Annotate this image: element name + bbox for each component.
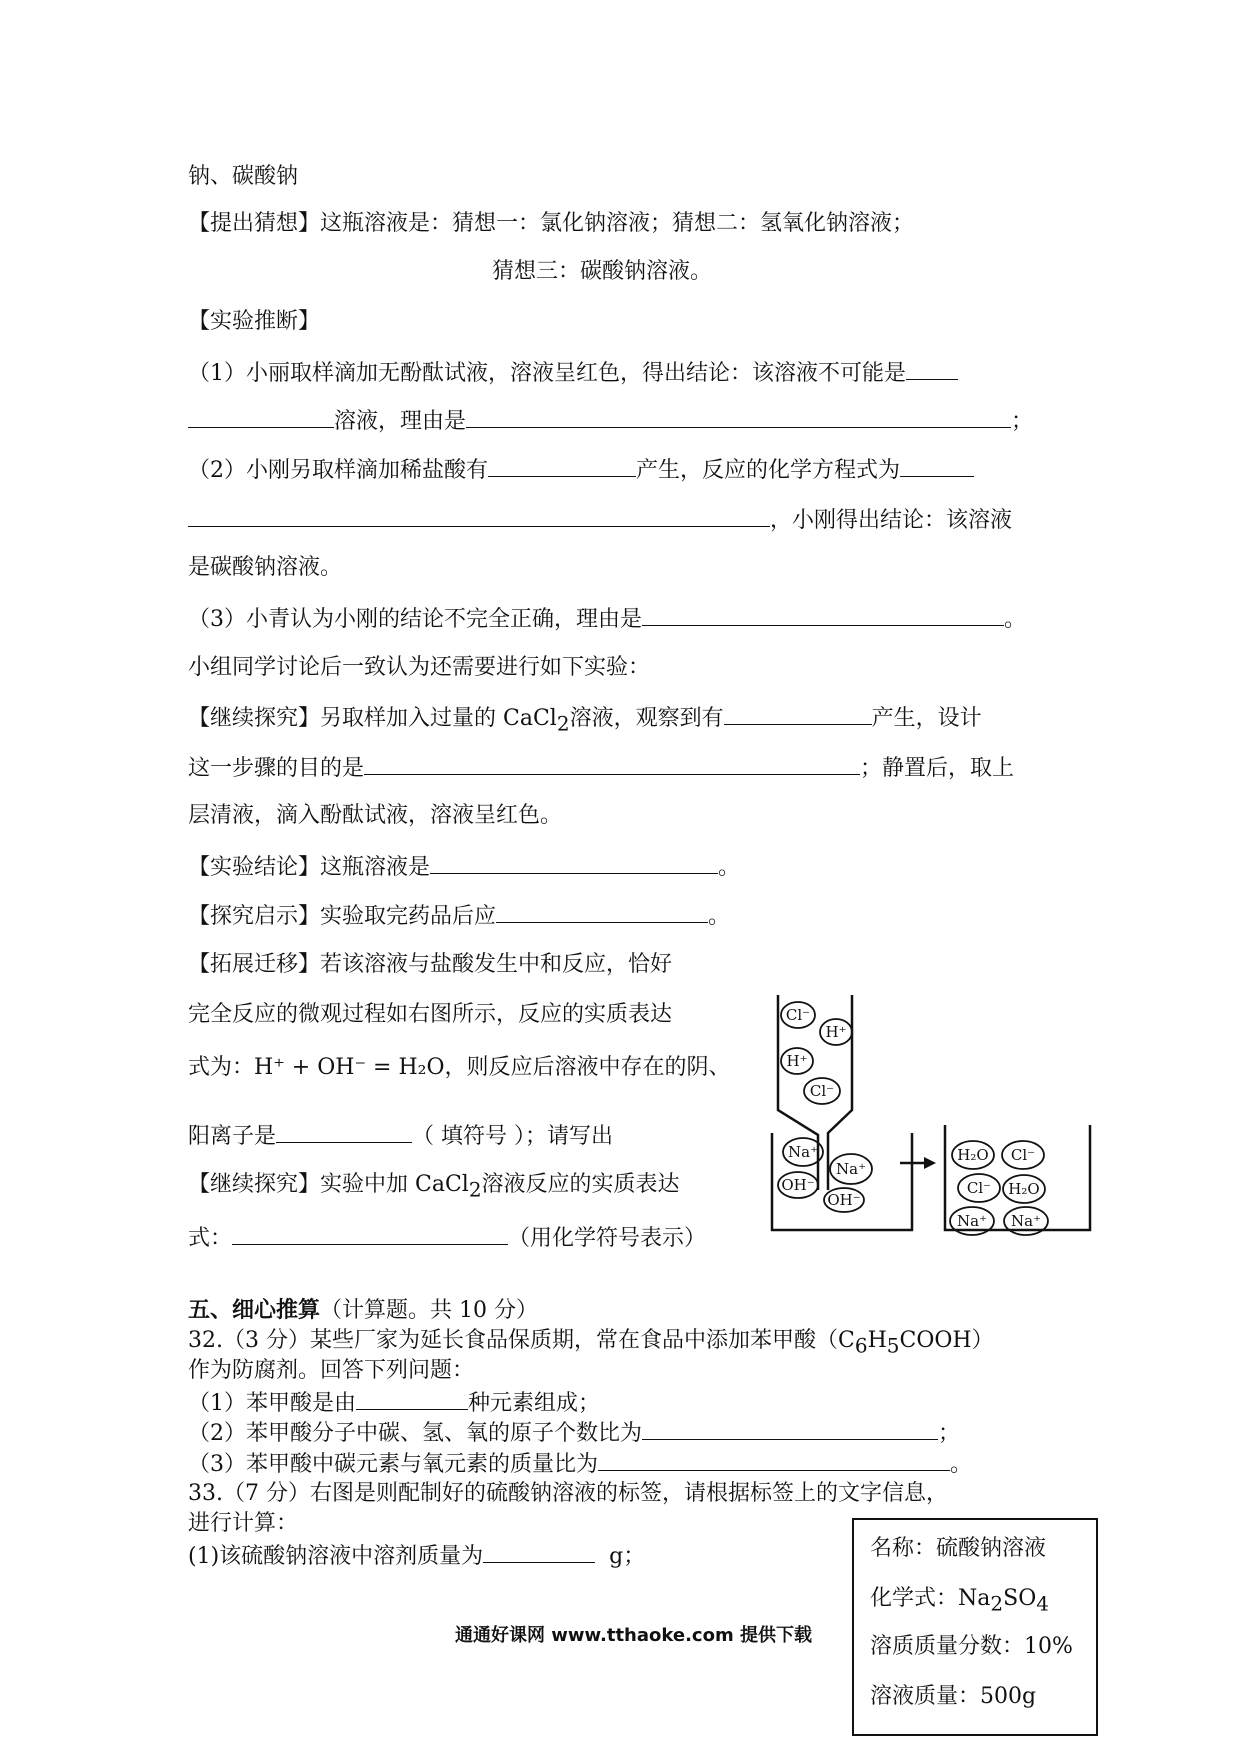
ions-line — [188, 1120, 613, 1152]
equation-suffix: ，则反应后溶液中存在的阴、 — [444, 1055, 731, 1080]
question-2-line-2 — [188, 504, 1012, 536]
continue-explore-2-line-2 — [188, 1222, 706, 1254]
arrow-head — [924, 1157, 936, 1169]
answer-blank[interactable] — [724, 702, 872, 725]
answer-blank[interactable] — [466, 405, 1011, 428]
continue-explore-2-text: 【继续探究】实验中加 CaCl — [188, 1172, 469, 1197]
question-3-text: （3）小青认为小刚的结论不完全正确，理由是 — [188, 607, 642, 632]
question-2-line — [188, 454, 974, 486]
ionic-equation: H⁺ + OH⁻ = H₂O — [254, 1055, 445, 1080]
ion-label: OH⁻ — [781, 1176, 815, 1194]
question-32-1-text-b: 种元素组成； — [468, 1391, 601, 1416]
ion-label: OH⁻ — [827, 1191, 861, 1209]
equation-line — [188, 1053, 731, 1083]
extension-line: 【拓展迁移】若该溶液与盐酸发生中和反应，恰好 — [188, 952, 673, 977]
question-33-line-2: 进行计算： — [188, 1511, 299, 1536]
ion-label: Cl⁻ — [809, 1082, 835, 1100]
question-33-line: 33.（7 分）右图是则配制好的硫酸钠溶液的标签，请根据标签上的文字信息， — [188, 1481, 948, 1506]
section-5-title: 五、细心推算 — [188, 1298, 321, 1323]
formula-part: Na — [958, 1586, 991, 1611]
question-32-2 — [188, 1417, 960, 1449]
question-2-text-b: 产生，反应的化学方程式为 — [636, 458, 901, 483]
subscript: 4 — [1036, 1591, 1049, 1616]
ion-label: H⁺ — [786, 1052, 808, 1070]
inspiration-text: 【探究启示】实验取完药品后应 — [188, 904, 497, 929]
question-1-reason-text: 溶液，理由是 — [334, 409, 467, 434]
question-33-1-text: (1)该硫酸钠溶液中溶剂质量为 — [188, 1544, 484, 1569]
subscript: 5 — [886, 1333, 900, 1358]
question-32-line-2: 作为防腐剂。回答下列问题： — [188, 1358, 475, 1383]
punctuation: 。 — [1004, 607, 1027, 632]
question-32-1-text: （1）苯甲酸是由 — [188, 1391, 356, 1416]
conclusion-text: 【实验结论】这瓶溶液是 — [188, 855, 431, 880]
question-33-1 — [188, 1540, 645, 1572]
answer-blank[interactable] — [356, 1387, 468, 1410]
ion-label: Cl⁻ — [785, 1006, 811, 1024]
continue-explore-text-c: 产生，设计 — [871, 706, 982, 731]
hypothesis-three: 猜想三：碳酸钠溶液。 — [492, 259, 713, 284]
section-5-heading — [188, 1296, 538, 1326]
answer-blank[interactable] — [276, 1120, 412, 1143]
answer-blank[interactable] — [496, 900, 708, 923]
subscript: 2 — [990, 1591, 1004, 1616]
section-5-note: （计算题。共 10 分） — [320, 1298, 538, 1323]
continue-explore-text: 【继续探究】另取样加入过量的 CaCl — [188, 706, 557, 731]
text-line: 层清液，滴入酚酞试液，溶液呈红色。 — [188, 803, 563, 828]
question-32-3-text: （3）苯甲酸中碳元素与氧元素的质量比为 — [188, 1452, 598, 1477]
question-1-line-2 — [188, 405, 1033, 437]
label-formula — [870, 1584, 1049, 1618]
formula-part: H — [867, 1328, 887, 1353]
text-line: 钠、碳酸钠 — [188, 164, 299, 189]
punctuation: 。 — [708, 904, 731, 929]
answer-blank[interactable] — [364, 752, 860, 775]
punctuation: ； — [938, 1421, 961, 1446]
continue-explore-2-text-b: 溶液反应的实质表达 — [481, 1172, 680, 1197]
text-line: 小组同学讨论后一致认为还需要进行如下实验： — [188, 655, 651, 680]
question-1-text: （1）小丽取样滴加无酚酞试液，溶液呈红色，得出结论：该溶液不可能是 — [188, 361, 906, 386]
answer-blank[interactable] — [642, 1417, 938, 1440]
answer-blank[interactable] — [188, 504, 770, 527]
ion-label: Na⁺ — [836, 1160, 866, 1178]
subscript: 2 — [468, 1177, 482, 1202]
punctuation: ； — [1011, 409, 1034, 434]
purpose-text: 这一步骤的目的是 — [188, 756, 365, 781]
hypothesis-line: 【提出猜想】这瓶溶液是：猜想一：氯化钠溶液；猜想二：氢氧化钠溶液； — [188, 211, 915, 236]
label-mass: 溶液质量：500g — [870, 1684, 1037, 1709]
punctuation: 。 — [950, 1452, 973, 1477]
unit-text: g； — [609, 1544, 646, 1569]
label-fraction: 溶质质量分数：10% — [870, 1634, 1073, 1659]
formula-part: COOH） — [899, 1328, 994, 1353]
ion-label: Na⁺ — [957, 1212, 987, 1230]
answer-blank[interactable] — [430, 851, 718, 874]
question-3-line — [188, 603, 1026, 635]
answer-blank[interactable] — [906, 357, 958, 380]
ion-label: H⁺ — [825, 1023, 847, 1041]
formula-prefix: 化学式： — [870, 1586, 959, 1611]
ion-label: Cl⁻ — [1010, 1146, 1036, 1164]
question-1-line — [188, 357, 958, 389]
subscript: 6 — [854, 1333, 868, 1358]
expression-prefix: 式： — [188, 1226, 233, 1251]
answer-blank[interactable] — [642, 603, 1004, 626]
answer-blank[interactable] — [188, 405, 334, 428]
continue-explore-2-line — [188, 1170, 680, 1204]
text-line: 是碳酸钠溶液。 — [188, 555, 343, 580]
question-2-conclusion: ，小刚得出结论：该溶液 — [770, 508, 1013, 533]
punctuation: 。 — [718, 855, 741, 880]
question-32-text: 32.（3 分）某些厂家为延长食品保质期，常在食品中添加苯甲酸（C — [188, 1328, 855, 1353]
equation-prefix: 式为： — [188, 1055, 255, 1080]
reaction-diagram — [770, 985, 1105, 1237]
ion-label: Na⁺ — [1011, 1212, 1041, 1230]
continue-explore-line-2 — [188, 752, 1014, 784]
ion-label: H₂O — [957, 1146, 989, 1164]
solution-label-box — [852, 1518, 1098, 1736]
question-32-3 — [188, 1448, 972, 1480]
conclusion-line — [188, 851, 740, 883]
answer-blank[interactable] — [900, 454, 974, 477]
extension-line-2: 完全反应的微观过程如右图所示，反应的实质表达 — [188, 1002, 673, 1027]
ion-label: Cl⁻ — [966, 1179, 992, 1197]
purpose-text-b: ；静置后，取上 — [860, 756, 1015, 781]
experiment-inference-heading: 【实验推断】 — [188, 309, 321, 334]
answer-blank[interactable] — [483, 1540, 595, 1563]
answer-blank[interactable] — [598, 1448, 950, 1471]
answer-blank[interactable] — [232, 1222, 508, 1245]
answer-blank[interactable] — [488, 454, 636, 477]
continue-explore-line — [188, 702, 982, 738]
question-2-text: （2）小刚另取样滴加稀盐酸有 — [188, 458, 488, 483]
inspiration-line — [188, 900, 730, 932]
ion-label: Na⁺ — [788, 1143, 818, 1161]
expression-suffix: （用化学符号表示） — [508, 1226, 707, 1251]
ions-text: 阳离子是 — [188, 1124, 277, 1149]
question-32-2-text: （2）苯甲酸分子中碳、氢、氧的原子个数比为 — [188, 1421, 642, 1446]
subscript: 2 — [556, 711, 570, 736]
formula-part: SO — [1003, 1586, 1037, 1611]
label-name: 名称：硫酸钠溶液 — [870, 1536, 1047, 1561]
question-32-1 — [188, 1387, 600, 1419]
continue-explore-text-b: 溶液，观察到有 — [569, 706, 724, 731]
ion-label: H₂O — [1008, 1180, 1040, 1198]
ions-text-b: （ 填符号 ）；请写出 — [412, 1124, 614, 1149]
page-footer: 通通好课网 www.tthaoke.com 提供下载 — [455, 1625, 812, 1646]
